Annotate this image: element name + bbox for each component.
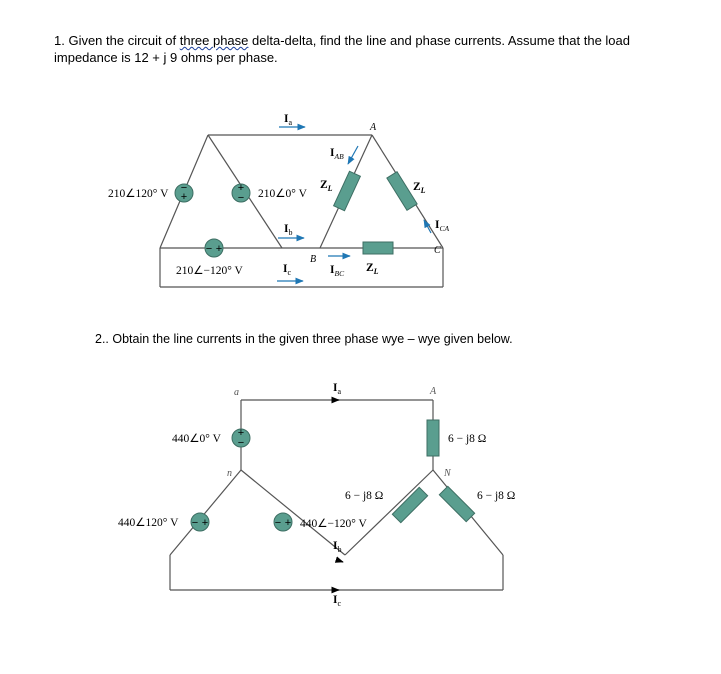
node-a-small: a xyxy=(234,387,239,398)
source-bottom-label: 210∠−120° V xyxy=(176,265,243,277)
arrow-iab xyxy=(348,146,358,164)
source-left-label: 210∠120° V xyxy=(108,188,169,200)
impedance-a-2 xyxy=(427,420,439,456)
source-b-label-2: 440∠−120° V xyxy=(300,518,367,530)
label-zl-ca: $Z_L$ xyxy=(413,181,426,195)
label-zl-ab: $Z_L$ xyxy=(320,179,333,193)
impedance-ZL-BC xyxy=(363,242,393,254)
label-ia-1: $I_a$ xyxy=(284,113,293,127)
impedance-c-2 xyxy=(439,486,474,521)
impedance-b-label-2: 6 − j8 Ω xyxy=(345,490,384,502)
impedance-c-label-2: 6 − j8 Ω xyxy=(477,490,516,502)
source-a-label-2: 440∠0° V xyxy=(172,433,221,445)
impedance-ZL-AB xyxy=(334,171,361,211)
label-ia-2: $I_a$ xyxy=(333,382,342,396)
impedance-a-label-2: 6 − j8 Ω xyxy=(448,433,487,445)
source-a-minus-2: − xyxy=(237,437,245,449)
arrow-ib-2 xyxy=(337,560,343,562)
label-ica: $I_{CA}$ xyxy=(435,219,450,233)
source-a-plus-2: + xyxy=(237,427,245,439)
source-bottom-minus: − xyxy=(205,243,213,255)
source-mid-plus: + xyxy=(237,182,245,194)
source-b-plus-2: + xyxy=(284,517,292,529)
node-n-small: n xyxy=(227,468,232,479)
source-c-minus-2: − xyxy=(191,517,199,529)
node-B-1: B xyxy=(310,254,317,265)
node-A-1: A xyxy=(370,122,377,133)
source-mid-minus: − xyxy=(237,192,245,204)
label-zl-bc: $Z_L$ xyxy=(366,262,379,276)
label-iab: $I_{AB}$ xyxy=(330,147,344,161)
problem-1-text: 1. Given the circuit of three phase delta-delta, find the line and phase currents. Assume that the load impedance is 12 + j 9 ohms per phase. xyxy=(54,33,630,65)
source-left-plus: + xyxy=(180,191,188,203)
load-b-branch xyxy=(345,470,433,555)
node-A-2: A xyxy=(430,386,437,397)
source-b-minus-2: − xyxy=(274,517,282,529)
label-ib-1: $I_b$ xyxy=(284,223,293,237)
source-c-label-2: 440∠120° V xyxy=(118,517,179,529)
label-ib-2: $I_b$ xyxy=(333,540,342,554)
node-N-2: N xyxy=(444,468,451,479)
label-ic-1: $I_c$ xyxy=(283,263,292,277)
source-bottom-plus: + xyxy=(215,243,223,255)
node-C-1: C xyxy=(434,245,441,256)
problem-2-text: 2.. Obtain the line currents in the given three phase wye – wye given below. xyxy=(95,332,513,346)
label-ic-2: $I_c$ xyxy=(333,594,342,608)
spell-underlined-text: three phase xyxy=(179,33,249,48)
source-c-branch xyxy=(170,470,241,555)
source-c-plus-2: + xyxy=(201,517,209,529)
source-b-branch xyxy=(241,470,345,555)
label-ibc: $I_{BC}$ xyxy=(330,264,345,278)
source-mid-label: 210∠0° V xyxy=(258,188,307,200)
source-left-minus: − xyxy=(180,182,188,194)
